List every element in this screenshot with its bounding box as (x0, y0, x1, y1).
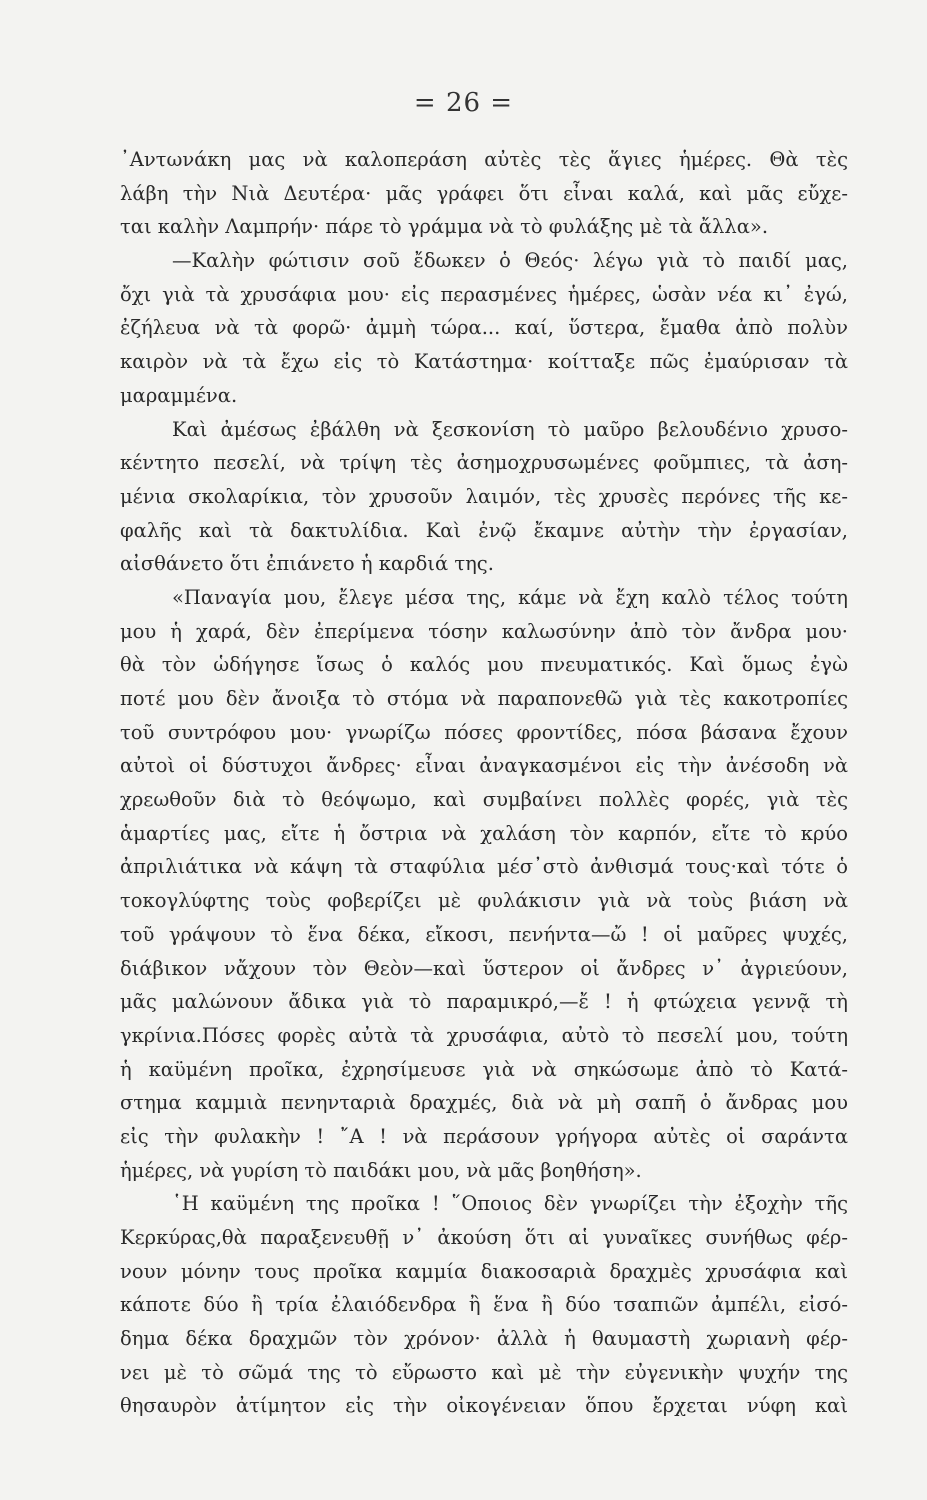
text-line: τοῦ συντρόφου μου· γνωρίζω πόσες φροντίδες, πόσα βάσανα ἔχουν (120, 720, 848, 744)
text-line: νουν μόνην τους προῖκα καμμία διακοσαριὰ δραχμὲς χρυσάφια καὶ (120, 1259, 848, 1283)
text-line: ἡμέρες, νὰ γυρίση τὸ παιδάκι μου, νὰ μᾶς βοηθήση». (120, 1158, 642, 1182)
text-line: ἀπριλιάτικα νὰ κάψη τὰ σταφύλια μέσ᾽στὸ ἀνθισμά τους·καὶ τότε ὁ (120, 855, 848, 879)
text-line: Καὶ ἀμέσως ἐβάλθη νὰ ξεσκονίση τὸ μαῦρο βελουδένιο χρυσο- (172, 417, 848, 441)
text-line: αἰσθάνετο ὅτι ἐπιάνετο ἡ καρδιά της. (120, 552, 494, 576)
text-line: τοκογλύφτης τοὺς φοβερίζει μὲ φυλάκισιν γιὰ νὰ τοὺς βιάση νὰ (120, 889, 848, 913)
text-line: μᾶς μαλώνουν ἄδικα γιὰ τὸ παραμικρό,—ἔ ! ἡ φτώχεια γεννᾷ τὴ (120, 990, 848, 1014)
text-line: στημα καμμιὰ πενηνταριὰ δραχμές, διὰ νὰ μὴ σαπῆ ὁ ἄνδρας μου (120, 1091, 848, 1115)
text-line: ὄχι γιὰ τὰ χρυσάφια μου· εἰς περασμένες ἡμέρες, ὡσὰν νέα κι᾽ ἐγώ, (120, 282, 848, 306)
text-line: χρεωθοῦν διὰ τὸ θεόψωμο, καὶ συμβαίνει πολλὲς φορές, γιὰ τὲς (120, 788, 848, 812)
text-line: φαλῆς καὶ τὰ δακτυλίδια. Καὶ ἐνῷ ἔκαμνε αὐτὴν τὴν ἐργασίαν, (120, 518, 848, 542)
text-line: ῾Η καϋμένη της προῖκα ! ῞Οποιος δὲν γνωρίζει τὴν ἐξοχὴν τῆς (172, 1192, 848, 1216)
text-line: δημα δέκα δραχμῶν τὸν χρόνον· ἀλλὰ ἡ θαυμαστὴ χωριανὴ φέρ- (120, 1327, 848, 1351)
text-line: ᾿Αντωνάκη μας νὰ καλοπεράση αὐτὲς τὲς ἅγιες ἡμέρες. Θὰ τὲς (120, 148, 848, 171)
text-line: γκρίνια.Πόσες φορὲς αὐτὰ τὰ χρυσάφια, αὐτὸ τὸ πεσελί μου, τούτη (120, 1023, 848, 1047)
text-line: κέντητο πεσελί, νὰ τρίψη τὲς ἀσημοχρυσωμένες φοῦμπιες, τὰ ἀση- (120, 451, 848, 475)
text-line: ποτέ μου δὲν ἄνοιξα τὸ στόμα νὰ παραπονεθῶ γιὰ τὲς κακοτροπίες (120, 687, 848, 710)
text-line: Κερκύρας,θὰ παραξενευθῇ ν᾽ ἀκούση ὅτι αἱ γυναῖκες συνήθως φέρ- (120, 1226, 848, 1249)
text-line: «Παναγία μου, ἔλεγε μέσα της, κάμε νὰ ἔχη καλὸ τέλος τούτη (172, 585, 848, 609)
text-line: αὐτοὶ οἱ δύστυχοι ἄνδρες· εἶναι ἀναγκασμένοι εἰς τὴν ἀνέσοδη νὰ (120, 754, 848, 778)
text-line: θὰ τὸν ὡδήγησε ἴσως ὁ καλός μου πνευματικός. Καὶ ὅμως ἐγὼ (120, 653, 848, 677)
text-line: τοῦ γράψουν τὸ ἕνα δέκα, εἴκοσι, πενήντα—ὤ ! οἱ μαῦρες ψυχές, (120, 922, 848, 946)
text-line: μαραμμένα. (120, 383, 238, 407)
body-text (120, 143, 848, 1423)
text-line: διάβικον νἄχουν τὸν Θεὸν—καὶ ὕστερον οἱ ἄνδρες ν᾽ ἀγριεύουν, (120, 956, 848, 980)
text-line: εἰς τὴν φυλακὴν ! ῎Α ! νὰ περάσουν γρήγορα αὐτὲς οἱ σαράντα (120, 1124, 848, 1148)
text-line: κάποτε δύο ἢ τρία ἐλαιόδενδρα ἢ ἕνα ἢ δύο τσαπιῶν ἀμπέλι, εἰσό- (120, 1293, 848, 1317)
text-line: μένια σκολαρίκια, τὸν χρυσοῦν λαιμόν, τὲς χρυσὲς περόνες τῆς κε- (120, 484, 848, 508)
text-line: θησαυρὸν ἀτίμητον εἰς τὴν οἰκογένειαν ὅπου ἔρχεται νύφη καὶ (120, 1394, 848, 1418)
text-line: καιρὸν νὰ τὰ ἔχω εἰς τὸ Κατάστημα· κοίτταξε πῶς ἐμαύρισαν τὰ (120, 350, 848, 374)
text-line: ἁμαρτίες μας, εἴτε ἡ ὄστρια νὰ χαλάση τὸν καρπόν, εἴτε τὸ κρύο (120, 821, 848, 845)
text-line: μου ἡ χαρά, δὲν ἐπερίμενα τόσην καλωσύνην ἀπὸ τὸν ἄνδρα μου· (120, 619, 848, 643)
page-number: = 26 = (413, 88, 514, 118)
text-line: ἡ καϋμένη προῖκα, ἐχρησίμευσε γιὰ νὰ σηκώσωμε ἀπὸ τὸ Κατά- (120, 1057, 848, 1081)
text-line: λάβη τὴν Νιὰ Δευτέρα· μᾶς γράφει ὅτι εἶναι καλά, καὶ μᾶς εὔχε- (120, 181, 848, 205)
text-line: ἐζήλευα νὰ τὰ φορῶ· ἀμμὴ τώρα... καί, ὕστερα, ἔμαθα ἀπὸ πολὺν (120, 316, 848, 340)
text-line: —Καλὴν φώτισιν σοῦ ἔδωκεν ὁ Θεός· λέγω γιὰ τὸ παιδί μας, (172, 249, 848, 273)
text-line: νει μὲ τὸ σῶμά της τὸ εὔρωστο καὶ μὲ τὴν εὐγενικὴν ψυχήν της (120, 1360, 848, 1384)
text-line: ται καλὴν Λαμπρήν· πάρε τὸ γράμμα νὰ τὸ φυλάξης μὲ τὰ ἄλλα». (120, 215, 769, 239)
